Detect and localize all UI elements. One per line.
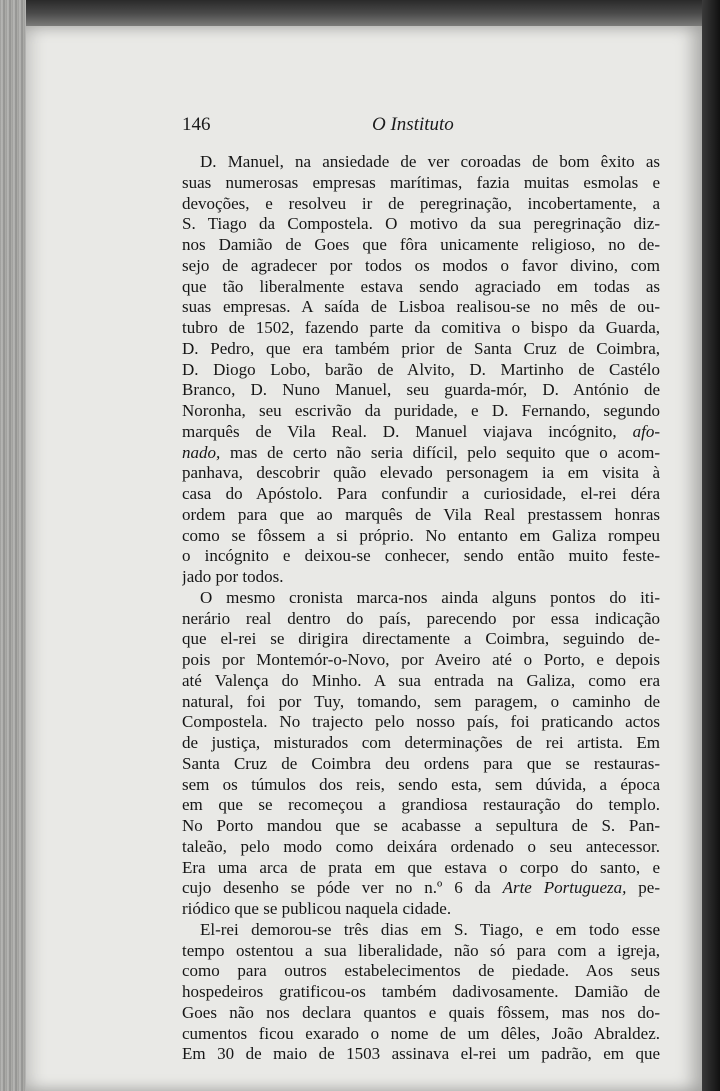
body-text [182, 152, 660, 1065]
page-number: 146 [182, 114, 211, 135]
journal-title: O Instituto [372, 114, 454, 135]
text-line: nos Damião de Goes que fôra unicamente religioso, no de- [182, 235, 660, 254]
text-line: S. Tiago da Compostela. O motivo da sua peregrinação diz- [182, 214, 660, 234]
text-line: Branco, D. Nuno Manuel, seu guarda-mór, D. António de [182, 380, 660, 400]
text-line: devoções, e resolveu ir de peregrinação, incobertamente, a [182, 193, 660, 213]
text-line: tubro de 1502, fazendo parte da comitiva o bispo da Guarda, [182, 318, 660, 337]
italic-segment: nado, [182, 442, 221, 462]
text-line: casa do Apóstolo. Para confundir a curiosidade, el-rei déra [182, 484, 660, 503]
text-line: Compostela. No trajecto pelo nosso país, foi praticando actos [182, 712, 660, 732]
text-line-mixed [182, 422, 660, 443]
text-segment: cujo desenho se póde ver no n.º 6 da [182, 878, 491, 898]
text-line: nerário real dentro do país, parecendo por essa indicação [182, 608, 660, 628]
text-line: tempo ostentou a sua liberalidade, não só para com a igreja, [182, 940, 660, 960]
text-line: ordem para que ao marquês de Vila Real prestassem honras [182, 504, 660, 524]
text-line-mixed [182, 443, 660, 464]
running-head [182, 114, 662, 140]
text-line: que tão liberalmente estava sendo agraciado em todas as [182, 276, 660, 296]
scan-right-shadow [702, 0, 720, 1091]
text-line: O mesmo cronista marca-nos ainda alguns pontos do iti- [200, 587, 660, 607]
text-line: que el-rei se dirigira directamente a Coimbra, seguindo de- [182, 629, 660, 649]
text-line: Era uma arca de prata em que estava o corpo do santo, e [182, 857, 660, 877]
text-line: El-rei demorou-se três dias em S. Tiago, e em todo esse [200, 919, 660, 939]
text-segment: marquês de Vila Real. D. Manuel viajava incógnito, [182, 421, 617, 441]
text-line: Goes não nos declara quantos e quais fôssem, mas nos do- [182, 1002, 660, 1022]
text-line: hospedeiros gratificou-os também dadivosamente. Damião de [182, 982, 660, 1001]
text-line-mixed [182, 878, 660, 899]
text-line: pois por Montemór-o-Novo, por Aveiro até o Porto, e depois [182, 650, 660, 669]
text-line: em que se recomeçou a grandiosa restauração do templo. [182, 795, 660, 815]
text-line: No Porto mandou que se acabasse a sepultura de S. Pan- [182, 816, 660, 835]
book-page-edges [0, 0, 26, 1091]
italic-segment: afo- [632, 421, 660, 441]
text-line: D. Manuel, na ansiedade de ver coroadas de bom êxito as [200, 152, 660, 171]
text-line: de justiça, misturados com determinações de rei artista. Em [182, 733, 660, 752]
text-line: sem os túmulos dos reis, sendo esta, sem dúvida, a época [182, 774, 660, 794]
text-line: Noronha, seu escrivão da puridade, e D. Fernando, segundo [182, 401, 660, 420]
text-line: D. Diogo Lobo, barão de Alvito, D. Martinho de Castélo [182, 359, 660, 379]
text-line: natural, foi por Tuy, tomando, sem paragem, o caminho de [182, 691, 660, 711]
text-line: riódico que se publicou naquela cidade. [182, 899, 452, 918]
text-line: como para outros estabelecimentos de piedade. Aos seus [182, 961, 660, 981]
text-line: sejo de agradecer por todos os modos o favor divino, com [182, 255, 660, 275]
text-line: Em 30 de maio de 1503 assinava el-rei um padrão, em que [182, 1044, 660, 1064]
text-line: taleão, pelo modo como deixára ordenado o seu antecessor. [182, 836, 660, 856]
text-line: até Valença do Minho. A sua entrada na Galiza, como era [182, 670, 660, 690]
text-line: Santa Cruz de Coimbra deu ordens para que se restauras- [182, 753, 660, 773]
text-segment: pe- [638, 878, 660, 898]
text-line: o incógnito e deixou-se conhecer, sendo então muito feste- [182, 546, 660, 566]
text-line: cumentos ficou exarado o nome de um dêles, João Abraldez. [182, 1023, 660, 1043]
text-line: como se fôssem a si próprio. No entanto em Galiza rompeu [182, 525, 660, 545]
text-line: panhava, descobrir quão elevado personagem ia em visita à [182, 463, 660, 483]
text-line: jado por todos. [182, 567, 284, 586]
text-line: D. Pedro, que era também prior de Santa Cruz de Coimbra, [182, 338, 660, 358]
text-segment: mas de certo não seria difícil, pelo sequito que o acom- [229, 442, 660, 462]
text-line: suas numerosas empresas marítimas, fazia muitas esmolas e [182, 172, 660, 192]
italic-segment: Arte Portugueza, [502, 878, 627, 898]
bleed-through-shadow [330, 930, 650, 950]
text-line: suas empresas. A saída de Lisboa realisou-se no mês de ou- [182, 297, 660, 317]
